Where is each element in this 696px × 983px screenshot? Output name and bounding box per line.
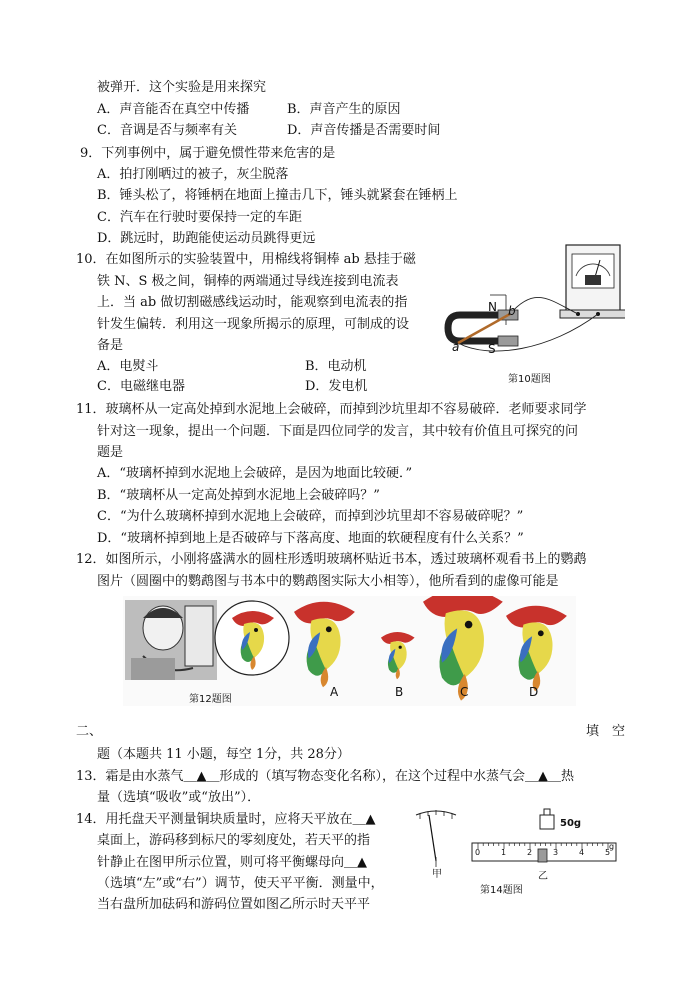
q9-stem: 9．下列事例中，属于避免惯性带来危害的是 xyxy=(80,146,336,161)
choice-b-label: B xyxy=(395,685,404,699)
q9-option-b: B．锤头松了，将锤柄在地面上撞击几下，锤头就紧套在锤柄上 xyxy=(97,188,458,203)
scale-tick-label: 0 xyxy=(475,848,481,857)
weight-label: 50g xyxy=(560,818,582,829)
scale-tick-label: 2 xyxy=(527,848,533,857)
q14-line3: 针静止在图甲所示位置，则可将平衡螺母向＿▲ xyxy=(97,855,367,870)
q11-line1: 11．玻璃杯从一定高处掉到水泥地上会破碎，而掉到沙坑里却不容易破碎．老师要求同学 xyxy=(76,402,587,417)
figure-12 xyxy=(123,596,576,706)
q11-option-b: B．“玻璃杯从一定高处掉到水泥地上会破碎吗？” xyxy=(97,488,380,503)
magnet-n-label: N xyxy=(488,300,497,314)
q13-line1: 13．霜是由水蒸气＿▲＿形成的（填写物态变化名称），在这个过程中水蒸气会＿▲＿热 xyxy=(76,769,575,784)
ammeter-illustration xyxy=(560,245,625,318)
q8-stem-tail: 被弹开．这个实验是用来探究 xyxy=(97,80,267,95)
q11-option-c: C．“为什么玻璃杯掉到水泥地上会破碎，而掉到沙坑里却不容易破碎呢？” xyxy=(97,509,524,524)
q11-line2: 针对这一现象，提出一个问题．下面是四位同学的发言，其中较有价值且可探究的问 xyxy=(97,424,579,439)
scale-tick-label: 3 xyxy=(553,848,559,857)
q10-option-d: D．发电机 xyxy=(305,379,368,394)
q11-option-d: D．“玻璃杯掉到地上是否破碎与下落高度、地面的软硬程度有什么关系？” xyxy=(97,531,524,546)
label-yi: 乙 xyxy=(538,871,548,882)
scale-tick-label: 5 xyxy=(605,848,611,857)
rod-end-a-label: a xyxy=(452,340,460,354)
rod-end-b-label: b xyxy=(508,304,516,318)
q11-line3: 题是 xyxy=(97,445,124,460)
q14-line1: 14．用托盘天平测量铜块质量时，应将天平放在＿▲ xyxy=(76,812,376,827)
q10-option-b: B．电动机 xyxy=(305,359,367,374)
scale-unit-label: g xyxy=(609,842,615,851)
q8-option-a: A．声音能否在真空中传播 xyxy=(97,102,250,117)
figure-10-caption: 第10题图 xyxy=(508,374,551,385)
q8-option-c: C．音调是否与频率有关 xyxy=(97,123,237,138)
q14-line4: （选填“左”或“右”）调节，使天平平衡．测量中， xyxy=(97,876,384,891)
q12-line2: 图片（圆圈中的鹦鹉图与书本中的鹦鹉图实际大小相等），他所看到的虚像可能是 xyxy=(97,574,559,589)
figure-14 xyxy=(410,805,620,897)
scale-tick-label: 4 xyxy=(579,848,585,857)
q8-option-d: D．声音传播是否需要时间 xyxy=(287,123,441,138)
magnet-s-label: S xyxy=(488,342,496,356)
section2-description: 题（本题共 11 小题，每空 1分，共 28分） xyxy=(97,747,350,762)
choice-a-label: A xyxy=(330,685,339,699)
q12-line1: 12．如图所示，小刚将盛满水的圆柱形透明玻璃杯贴近书本，透过玻璃杯观看书上的鹦鹉 xyxy=(76,552,587,567)
q13-line2: 量（选填“吸收”或“放出”）． xyxy=(97,790,261,805)
choice-c-label: C xyxy=(460,685,469,699)
figure-14-caption: 第14题图 xyxy=(480,885,523,896)
q9-option-c: C．汽车在行驶时要保持一定的车距 xyxy=(97,210,302,225)
q14-line5: 当右盘所加砝码和游码位置如图乙所示时天平平 xyxy=(97,897,371,912)
balance-pointer-illustration xyxy=(416,810,456,867)
q10-line3: 上．当 ab 做切割磁感线运动时，能观察到电流表的指 xyxy=(97,295,408,310)
weight-50g-illustration xyxy=(540,809,554,829)
q10-line2: 铁 N、S 极之间，铜棒的两端通过导线连接到电流表 xyxy=(97,274,399,289)
reading-boy-illustration xyxy=(125,600,217,680)
section2-heading-left: 二、 xyxy=(76,724,103,739)
rider-slider xyxy=(538,849,547,862)
q11-option-a: A．“玻璃杯掉到水泥地上会破碎，是因为地面比较硬．” xyxy=(97,466,413,481)
q10-option-a: A．电熨斗 xyxy=(97,359,159,374)
q10-line5: 备是 xyxy=(97,338,124,353)
q10-option-c: C．电磁继电器 xyxy=(97,379,185,394)
figure-10-drawing xyxy=(440,240,625,388)
figure-12-caption: 第12题图 xyxy=(189,694,232,705)
q10-line4: 针发生偏转．利用这一现象所揭示的原理，可制成的设 xyxy=(97,317,410,332)
q14-line2: 桌面上，游码移到标尺的零刻度处，若天平的指 xyxy=(97,833,371,848)
q9-option-a: A．拍打刚晒过的被子，灰尘脱落 xyxy=(97,167,289,182)
scale-tick-label: 1 xyxy=(501,848,507,857)
choice-d-label: D xyxy=(529,685,539,699)
figure-10 xyxy=(440,240,625,388)
q8-option-b: B．声音产生的原因 xyxy=(287,102,401,117)
label-jia: 甲 xyxy=(432,869,442,880)
q9-option-d: D．跳远时，助跑能使运动员跳得更远 xyxy=(97,231,316,246)
q10-line1: 10．在如图所示的实验装置中，用棉线将铜棒 ab 悬挂于磁 xyxy=(76,252,416,267)
section2-heading-right: 填 空 xyxy=(586,724,626,739)
